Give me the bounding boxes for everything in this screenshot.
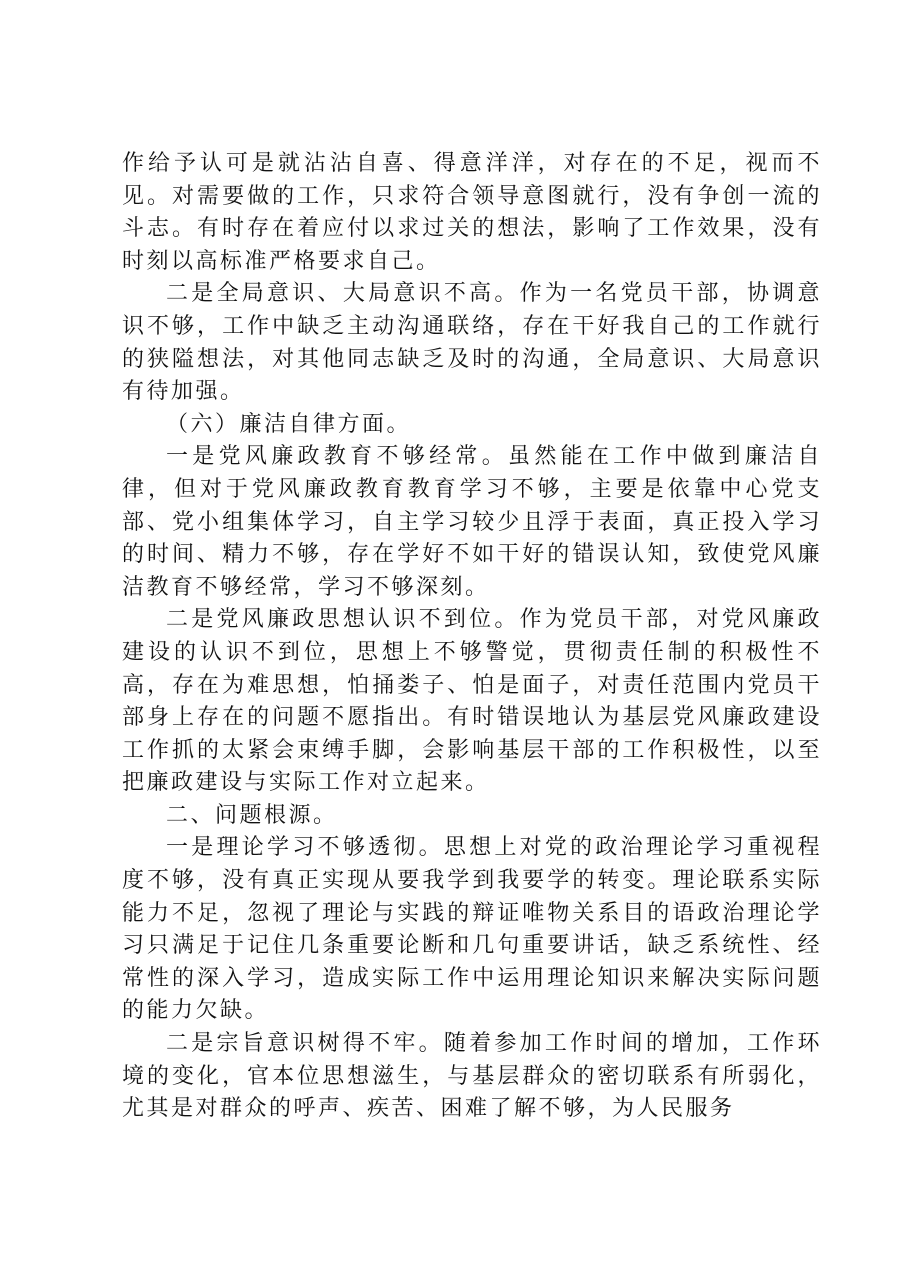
section-heading-integrity: （六）廉洁自律方面。 [166, 411, 412, 437]
paragraph-integrity-awareness: 二是党风廉政思想认识不到位。作为党员干部，对党风廉政建设的认识不到位，思想上不够警觉，贯彻责任制的积极性不高，存在为难思想，怕捅娄子、怕是面子，对责任范围内党员干部身上存在的问题不愿指出。有时错误地认为基层党风廉政建设工作抓的太紧会束缚手脚，会影响基层干部的工作积极性，以至把廉政建设与实际工作对立起来。 [122, 607, 822, 796]
paragraph-integrity-education: 一是党风廉政教育不够经常。虽然能在工作中做到廉洁自律，但对于党风廉政教育教育学习不够，主要是依靠中心党支部、党小组集体学习，自主学习较少且浮于表面，真正投入学习的时间、精力不够，存在学好不如干好的错误认知，致使党风廉洁教育不够经常，学习不够深刻。 [122, 444, 822, 600]
paragraph-continued: 作给予认可是就沾沾自喜、得意洋洋，对存在的不足，视而不见。对需要做的工作，只求符合领导意图就行，没有争创一流的斗志。有时存在着应付以求过关的想法，影响了工作效果，没有时刻以高标准严格要求自己。 [122, 151, 822, 274]
paragraph-global-awareness: 二是全局意识、大局意识不高。作为一名党员干部，协调意识不够，工作中缺乏主动沟通联络，存在干好我自己的工作就行的狭隘想法，对其他同志缺乏及时的沟通，全局意识、大局意识有待加强。 [122, 281, 822, 405]
paragraph-purpose-awareness: 二是宗旨意识树得不牢。随着参加工作时间的增加，工作环境的变化，官本位思想滋生，与基层群众的密切联系有所弱化，尤其是对群众的呼声、疾苦、困难了解不够，为人民服务 [122, 1031, 822, 1122]
section-heading-root-causes: 二、问题根源。 [166, 802, 338, 828]
paragraph-theory-study: 一是理论学习不够透彻。思想上对党的政治理论学习重视程度不够，没有真正实现从要我学到我要学的转变。理论联系实际能力不足，忽视了理论与实践的辩证唯物关系目的语政治理论学习只满足于记住几条重要论断和几句重要讲话，缺乏系统性、经常性的深入学习，造成实际工作中运用理论知识来解决实际问题的能力欠缺。 [122, 835, 822, 1024]
document-body [122, 148, 822, 1126]
